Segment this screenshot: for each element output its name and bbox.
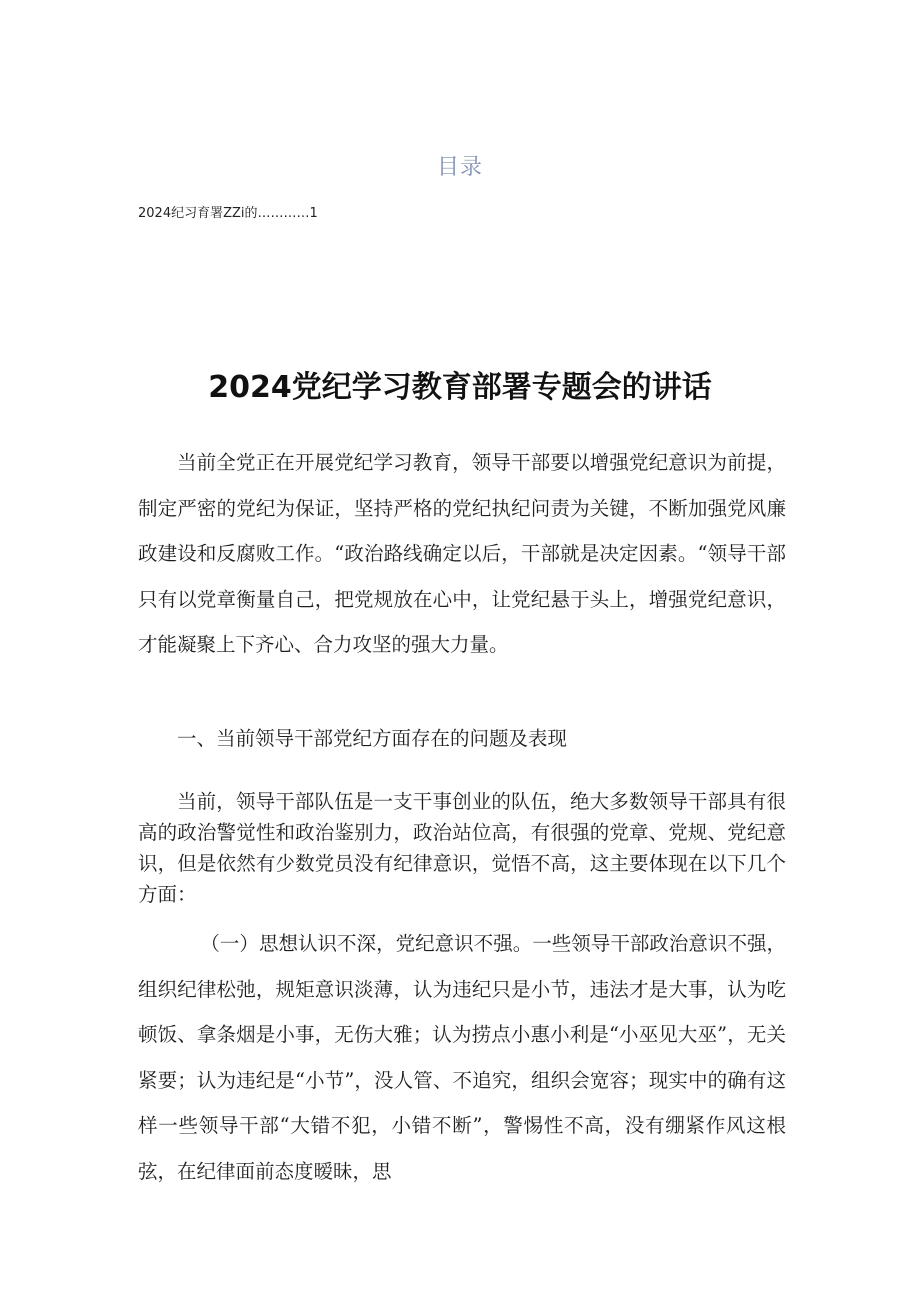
paragraph-subsection-1: （一）思想认识不深，党纪意识不强。一些领导干部政治意识不强，组织纪律松弛，规矩意识淡薄，认为违纪只是小节，违法才是大事，认为吃顿饭、拿条烟是小事，无伤大雅；认为捞点小惠小利是“小巫见大巫”，无关紧要；认为违纪是“小节”，没人管、不追究，组织会宽容；现实中的确有这样一些领导干部“大错不犯，小错不断”，警惕性不高，没有绷紧作风这根弦，在纪律面前态度暧昧，思 [138, 932, 786, 1183]
paragraph-intro: 当前全党正在开展党纪学习教育，领导干部要以增强党纪意识为前提，制定严密的党纪为保证，坚持严格的党纪执纪问责为关键，不断加强党风廉政建设和反腐败工作。“政治路线确定以后，干部就是决定因素。“领导干部只有以党章衡量自己，把党规放在心中，让党纪悬于头上，增强党纪意识，才能凝聚上下齐心、合力攻坚的强大力量。 [138, 451, 786, 656]
toc-entry[interactable]: 2024纪习育署ZZi的…………1 [138, 206, 318, 221]
document-title: 2024党纪学习教育部署专题会的讲话 [208, 370, 712, 405]
paragraph-overview: 当前，领导干部队伍是一支干事创业的队伍，绝大多数领导干部具有很高的政治警觉性和政治鉴别力，政治站位高，有很强的党章、党规、党纪意识，但是依然有少数党员没有纪律意识，觉悟不高，这主要体现在以下几个方面： [138, 790, 786, 906]
section-heading: 一、当前领导干部党纪方面存在的问题及表现 [177, 727, 568, 750]
toc-title: 目录 [436, 155, 483, 180]
